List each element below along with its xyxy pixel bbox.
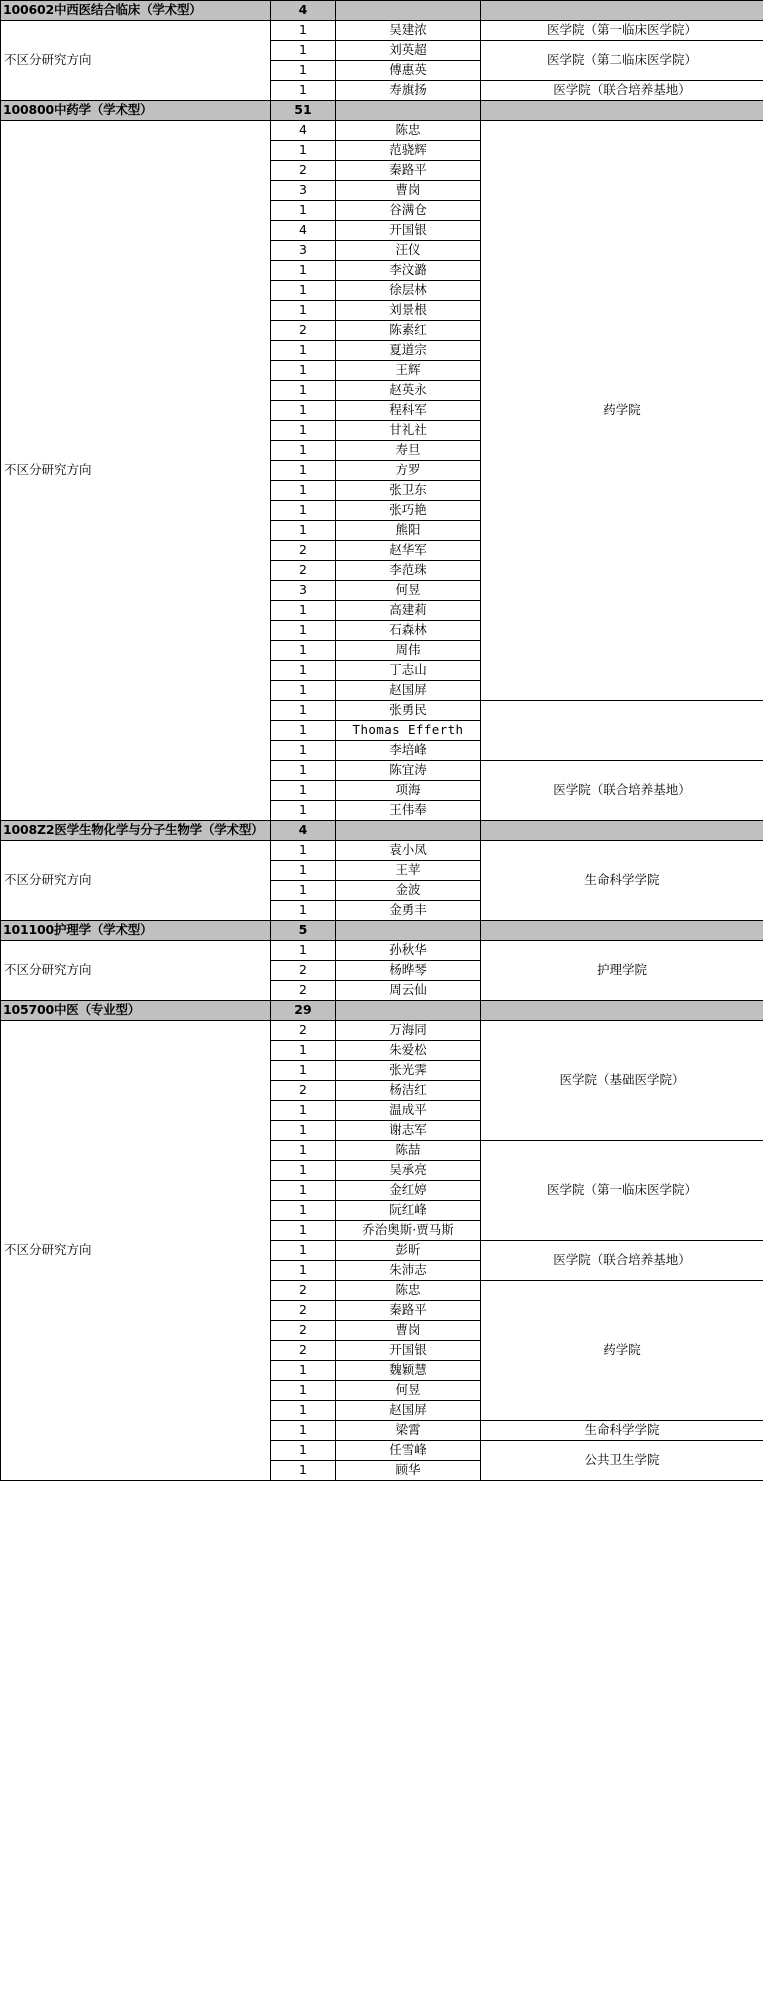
training-unit-cell: 生命科学学院: [481, 841, 763, 921]
advisor-name-cell: 吴承亮: [336, 1161, 481, 1181]
enrollment-count-cell: 1: [271, 1361, 336, 1381]
enrollment-count-cell: 1: [271, 281, 336, 301]
major-header-blank-name: [336, 1, 481, 21]
advisor-name-cell: 周伟: [336, 641, 481, 661]
advisor-name-cell: 甘礼社: [336, 421, 481, 441]
advisor-name-cell: 陈忠: [336, 121, 481, 141]
major-header-blank-unit: [481, 1001, 763, 1021]
enrollment-count-cell: 1: [271, 1181, 336, 1201]
major-count: 29: [271, 1001, 336, 1021]
advisor-name-cell: 寿旗扬: [336, 81, 481, 101]
enrollment-count-cell: 1: [271, 1101, 336, 1121]
training-unit-cell: 生命科学学院: [481, 1421, 763, 1441]
advisor-name-cell: 袁小凤: [336, 841, 481, 861]
enrollment-count-cell: 1: [271, 1121, 336, 1141]
enrollment-count-cell: 1: [271, 861, 336, 881]
enrollment-count-cell: 1: [271, 1201, 336, 1221]
training-unit-cell: 医学院（联合培养基地）: [481, 761, 763, 821]
advisor-name-cell: 李汶潞: [336, 261, 481, 281]
advisor-name-cell: 方罗: [336, 461, 481, 481]
enrollment-count-cell: 2: [271, 1301, 336, 1321]
table-row: [1, 1021, 763, 1041]
major-header-blank-name: [336, 101, 481, 121]
advisor-name-cell: 赵英永: [336, 381, 481, 401]
advisor-name-cell: 曹岗: [336, 1321, 481, 1341]
advisor-name-cell: 汪仪: [336, 241, 481, 261]
enrollment-count-cell: 1: [271, 1461, 336, 1481]
advisor-name-cell: 开国银: [336, 221, 481, 241]
major-header-blank-unit: [481, 101, 763, 121]
research-direction-cell: 不区分研究方向: [1, 21, 271, 101]
enrollment-count-cell: 4: [271, 121, 336, 141]
advisor-name-cell: 王辉: [336, 361, 481, 381]
enrollment-count-cell: 1: [271, 341, 336, 361]
advisor-name-cell: 吴建浓: [336, 21, 481, 41]
major-header-blank-unit: [481, 921, 763, 941]
enrollment-count-cell: 1: [271, 1421, 336, 1441]
training-unit-cell: 药学院: [481, 121, 763, 701]
major-header-blank-name: [336, 1001, 481, 1021]
table-body: [1, 1, 763, 1481]
advisor-name-cell: 范骁辉: [336, 141, 481, 161]
training-unit-cell: 公共卫生学院: [481, 1441, 763, 1481]
enrollment-count-cell: 1: [271, 761, 336, 781]
advisor-name-cell: 乔治奥斯·贾马斯: [336, 1221, 481, 1241]
advisor-name-cell: 何昱: [336, 1381, 481, 1401]
enrollment-count-cell: 2: [271, 1021, 336, 1041]
advisor-name-cell: 傅惠英: [336, 61, 481, 81]
training-unit-cell: 医学院（第一临床医学院）: [481, 21, 763, 41]
training-unit-cell: 医学院（基础医学院）: [481, 1021, 763, 1141]
enrollment-count-cell: 1: [271, 681, 336, 701]
enrollment-count-cell: 1: [271, 81, 336, 101]
enrollment-count-cell: 3: [271, 581, 336, 601]
advisor-name-cell: 徐层林: [336, 281, 481, 301]
training-unit-cell: 医学院（联合培养基地）: [481, 1241, 763, 1281]
enrollment-count-cell: 1: [271, 421, 336, 441]
table-row: [1, 21, 763, 41]
enrollment-count-cell: 1: [271, 21, 336, 41]
training-unit-cell: 医学院（联合培养基地）: [481, 81, 763, 101]
enrollment-count-cell: 2: [271, 161, 336, 181]
advisor-name-cell: 石森林: [336, 621, 481, 641]
advisor-name-cell: 程科军: [336, 401, 481, 421]
advisor-name-cell: 谢志军: [336, 1121, 481, 1141]
advisor-name-cell: 开国银: [336, 1341, 481, 1361]
enrollment-count-cell: 3: [271, 181, 336, 201]
major-header-row: [1, 1001, 763, 1021]
advisor-name-cell: 张勇民: [336, 701, 481, 721]
advisor-name-cell: 王伟奉: [336, 801, 481, 821]
advisor-name-cell: 赵国屏: [336, 681, 481, 701]
enrollment-count-cell: 1: [271, 441, 336, 461]
enrollment-count-cell: 1: [271, 61, 336, 81]
advisor-name-cell: 谷满仓: [336, 201, 481, 221]
advisor-name-cell: 温成平: [336, 1101, 481, 1121]
enrollment-count-cell: 1: [271, 1221, 336, 1241]
advisor-name-cell: 丁志山: [336, 661, 481, 681]
major-count: 5: [271, 921, 336, 941]
advisor-name-cell: Thomas Efferth: [336, 721, 481, 741]
major-header-row: [1, 921, 763, 941]
advisor-name-cell: 杨晔琴: [336, 961, 481, 981]
advisor-name-cell: 金勇丰: [336, 901, 481, 921]
enrollment-count-cell: 1: [271, 481, 336, 501]
research-direction-cell: 不区分研究方向: [1, 1021, 271, 1481]
advisor-name-cell: 秦路平: [336, 161, 481, 181]
advisor-name-cell: 李范珠: [336, 561, 481, 581]
enrollment-count-cell: 3: [271, 241, 336, 261]
research-direction-cell: 不区分研究方向: [1, 121, 271, 821]
enrollment-count-cell: 1: [271, 901, 336, 921]
enrollment-count-cell: 1: [271, 641, 336, 661]
advisor-name-cell: 阮红峰: [336, 1201, 481, 1221]
training-unit-cell: 医学院（第一临床医学院）: [481, 1141, 763, 1241]
enrollment-count-cell: 1: [271, 741, 336, 761]
advisor-name-cell: 万海同: [336, 1021, 481, 1041]
advisor-name-cell: 任雪峰: [336, 1441, 481, 1461]
advisor-name-cell: 陈忠: [336, 1281, 481, 1301]
advisor-name-cell: 彭昕: [336, 1241, 481, 1261]
training-unit-cell: 医学院（第二临床医学院）: [481, 41, 763, 81]
enrollment-count-cell: 2: [271, 981, 336, 1001]
advisor-name-cell: 张巧艳: [336, 501, 481, 521]
advisor-name-cell: 孙秋华: [336, 941, 481, 961]
enrollment-count-cell: 1: [271, 1061, 336, 1081]
enrollment-count-cell: 1: [271, 41, 336, 61]
advisor-name-cell: 顾华: [336, 1461, 481, 1481]
research-direction-cell: 不区分研究方向: [1, 941, 271, 1001]
advisor-name-cell: 张光霁: [336, 1061, 481, 1081]
advisor-name-cell: 刘英超: [336, 41, 481, 61]
training-unit-cell: 药学院: [481, 1281, 763, 1421]
enrollment-count-cell: 1: [271, 1241, 336, 1261]
advisor-name-cell: 张卫东: [336, 481, 481, 501]
major-header-blank-unit: [481, 821, 763, 841]
advisor-name-cell: 陈素红: [336, 321, 481, 341]
enrollment-count-cell: 2: [271, 961, 336, 981]
enrollment-count-cell: 2: [271, 321, 336, 341]
enrollment-count-cell: 1: [271, 1141, 336, 1161]
major-count: 4: [271, 1, 336, 21]
enrollment-count-cell: 1: [271, 261, 336, 281]
major-header-row: [1, 1, 763, 21]
table-row: [1, 121, 763, 141]
advisor-name-cell: 赵国屏: [336, 1401, 481, 1421]
major-header-blank-unit: [481, 1, 763, 21]
major-header-row: [1, 821, 763, 841]
enrollment-count-cell: 2: [271, 541, 336, 561]
major-title: 100602中西医结合临床（学术型）: [1, 1, 271, 21]
enrollment-count-cell: 1: [271, 601, 336, 621]
research-direction-cell: 不区分研究方向: [1, 841, 271, 921]
enrollment-count-cell: 1: [271, 1041, 336, 1061]
table-row: [1, 941, 763, 961]
major-title: 105700中医（专业型）: [1, 1001, 271, 1021]
enrollment-count-cell: 1: [271, 501, 336, 521]
advisor-name-cell: 高建莉: [336, 601, 481, 621]
advisor-name-cell: 秦路平: [336, 1301, 481, 1321]
advisor-name-cell: 朱爱松: [336, 1041, 481, 1061]
advisor-name-cell: 魏颖慧: [336, 1361, 481, 1381]
major-title: 1008Z2医学生物化学与分子生物学（学术型）: [1, 821, 271, 841]
major-count: 4: [271, 821, 336, 841]
advisor-name-cell: 王苹: [336, 861, 481, 881]
table-row: [1, 841, 763, 861]
advisor-name-cell: 周云仙: [336, 981, 481, 1001]
enrollment-count-cell: 2: [271, 1081, 336, 1101]
advisor-name-cell: 寿旦: [336, 441, 481, 461]
enrollment-count-cell: 1: [271, 1261, 336, 1281]
advisor-name-cell: 熊阳: [336, 521, 481, 541]
major-title: 101100护理学（学术型）: [1, 921, 271, 941]
advisor-name-cell: 夏道宗: [336, 341, 481, 361]
major-count: 51: [271, 101, 336, 121]
advisor-name-cell: 刘景根: [336, 301, 481, 321]
enrollment-count-cell: 1: [271, 721, 336, 741]
advisor-name-cell: 梁霄: [336, 1421, 481, 1441]
enrollment-count-cell: 1: [271, 1381, 336, 1401]
enrollment-count-cell: 1: [271, 881, 336, 901]
enrollment-count-cell: 2: [271, 1341, 336, 1361]
advisor-name-cell: 朱沛志: [336, 1261, 481, 1281]
enrollment-count-cell: 1: [271, 841, 336, 861]
advisor-name-cell: 杨洁红: [336, 1081, 481, 1101]
advisor-name-cell: 曹岗: [336, 181, 481, 201]
advisor-name-cell: 陈喆: [336, 1141, 481, 1161]
enrollment-count-cell: 1: [271, 1441, 336, 1461]
enrollment-count-cell: 1: [271, 401, 336, 421]
enrollment-count-cell: 1: [271, 781, 336, 801]
enrollment-count-cell: 1: [271, 301, 336, 321]
major-title: 100800中药学（学术型）: [1, 101, 271, 121]
enrollment-count-cell: 1: [271, 141, 336, 161]
enrollment-count-cell: 2: [271, 561, 336, 581]
enrollment-count-cell: 1: [271, 1401, 336, 1421]
advisor-name-cell: 陈宜涛: [336, 761, 481, 781]
enrollment-count-cell: 1: [271, 941, 336, 961]
enrollment-count-cell: 1: [271, 1161, 336, 1181]
major-header-blank-name: [336, 921, 481, 941]
advisor-name-cell: 李培峰: [336, 741, 481, 761]
advisor-name-cell: 金红婷: [336, 1181, 481, 1201]
enrollment-count-cell: 1: [271, 381, 336, 401]
training-unit-cell: 护理学院: [481, 941, 763, 1001]
enrollment-count-cell: 2: [271, 1281, 336, 1301]
advisor-name-cell: 赵华军: [336, 541, 481, 561]
enrollment-count-cell: 1: [271, 461, 336, 481]
enrollment-count-cell: 4: [271, 221, 336, 241]
enrollment-count-cell: 1: [271, 701, 336, 721]
enrollment-count-cell: 1: [271, 201, 336, 221]
advisor-name-cell: 项海: [336, 781, 481, 801]
enrollment-count-cell: 1: [271, 621, 336, 641]
enrollment-count-cell: 1: [271, 521, 336, 541]
advisor-name-cell: 何昱: [336, 581, 481, 601]
major-header-row: [1, 101, 763, 121]
enrollment-count-cell: 1: [271, 661, 336, 681]
enrollment-count-cell: 1: [271, 361, 336, 381]
major-header-blank-name: [336, 821, 481, 841]
enrollment-count-cell: 1: [271, 801, 336, 821]
advisor-name-cell: 金波: [336, 881, 481, 901]
enrollment-count-cell: 2: [271, 1321, 336, 1341]
